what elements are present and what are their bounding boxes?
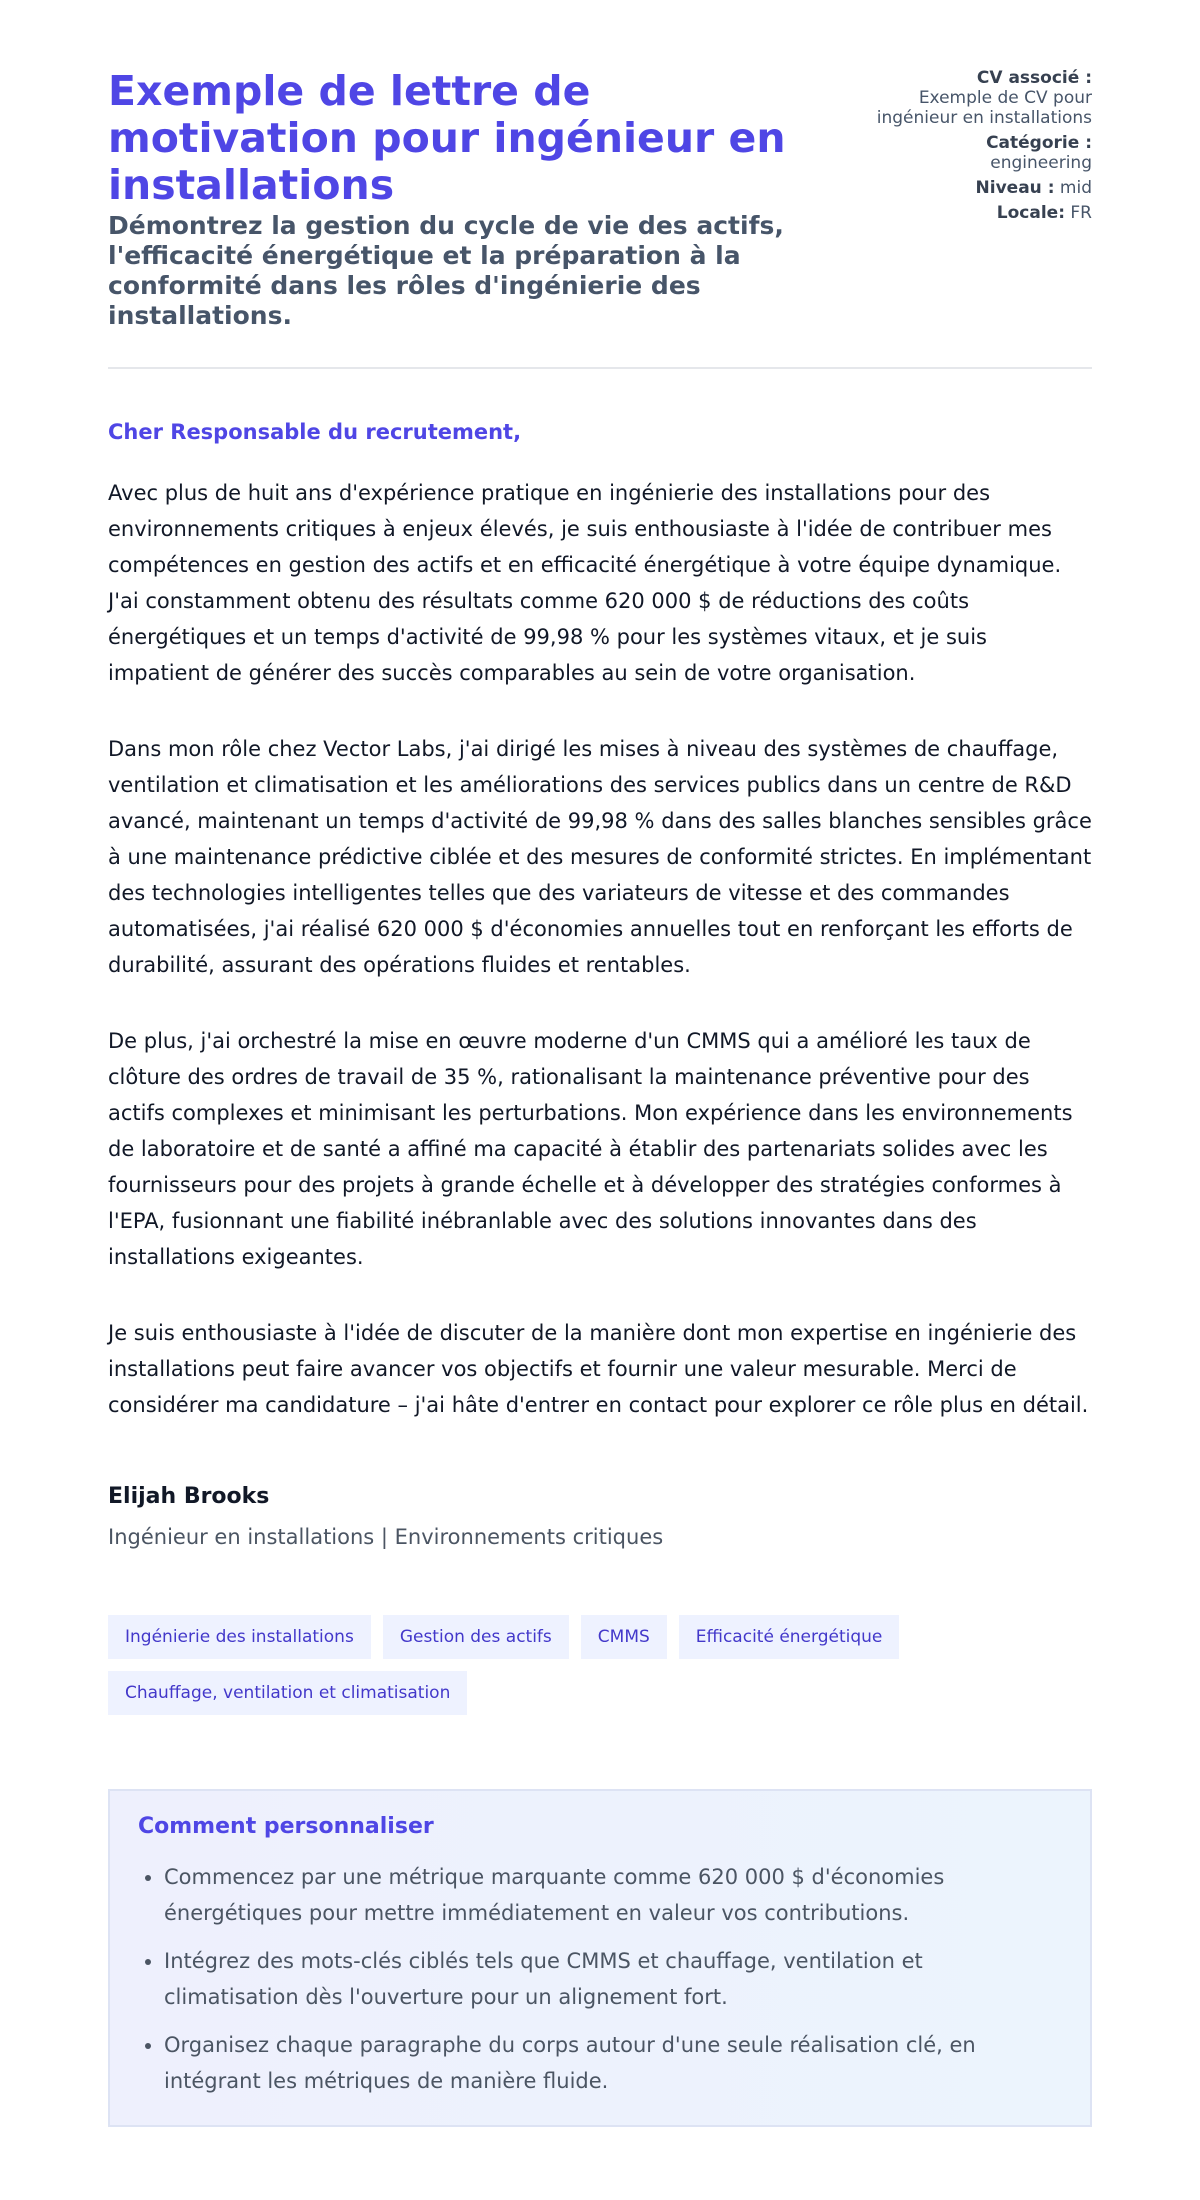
meta-category-label: Catégorie : [986, 133, 1092, 153]
meta-locale [862, 203, 1092, 223]
meta-related-cv [862, 68, 1092, 128]
keyword-tag: CMMS [581, 1615, 667, 1659]
page-title: Exemple de lettre de motivation pour ingénieur en installations [108, 67, 786, 209]
meta-related-cv-value: Exemple de CV pour ingénieur en installations [876, 88, 1092, 128]
meta-level [862, 178, 1092, 198]
letter-body [108, 475, 1092, 1423]
signature-name: Elijah Brooks [108, 1484, 270, 1509]
letter-paragraph: Avec plus de huit ans d'expérience pratique en ingénierie des installations pour des environnements critiques à enjeux élevés, je suis enthousiaste à l'idée de contribuer mes compétences en gestion des actifs et en efficacité énergétique à votre équipe dynamique. J'ai constamment obtenu des résultats comme 620 000 $ de réductions des coûts énergétiques et un temps d'activité de 99,98 % pour les systèmes vitaux, et je suis impatient de générer des succès comparables au sein de votre organisation. [108, 481, 1062, 685]
letter-paragraph: Je suis enthousiaste à l'idée de discuter de la manière dont mon expertise en ingénierie des installations peut faire avancer vos objectifs et fournir une valeur mesurable. Merci de considérer ma candidature – j'ai hâte d'entrer en contact pour explorer ce rôle plus en détail. [108, 1321, 1089, 1417]
keyword-tags [108, 1615, 988, 1715]
meta-category [862, 133, 1092, 173]
tips-list [138, 1859, 1062, 2099]
keyword-tag: Ingénierie des installations [108, 1615, 371, 1659]
meta-level-label: Niveau : [975, 178, 1055, 198]
letter-paragraph: De plus, j'ai orchestré la mise en œuvre moderne d'un CMMS qui a amélioré les taux de clôture des ordres de travail de 35 %, rationalisant la maintenance préventive pour des actifs complexes et minimisant les perturbations. Mon expérience dans les environnements de laboratoire et de santé a affiné ma capacité à établir des partenariats solides avec les fournisseurs pour des projets à grande échelle et à développer des stratégies conformes à l'EPA, fusionnant une fiabilité inébranlable avec des solutions innovantes dans des installations exigeantes. [108, 1029, 1073, 1269]
meta-locale-label: Locale: [996, 203, 1065, 223]
meta-category-value: engineering [990, 153, 1092, 173]
tips-heading: Comment personnaliser [138, 1814, 434, 1839]
keyword-tag: Chauffage, ventilation et climatisation [108, 1671, 467, 1715]
metadata-panel [862, 68, 1092, 228]
tip-item: • Intégrez des mots-clés ciblés tels que CMMS et chauffage, ventilation et climatisation dès l'ouverture pour un alignement fort. [164, 1943, 1062, 2015]
customization-tips-box [108, 1789, 1092, 2127]
keyword-tag: Efficacité énergétique [679, 1615, 900, 1659]
signature-block [108, 1483, 1092, 1551]
letter-paragraph: Dans mon rôle chez Vector Labs, j'ai dirigé les mises à niveau des systèmes de chauffage, ventilation et climatisation et les améliorations des services publics dans un centre de R&D avancé, maintenant un temps d'activité de 99,98 % dans des salles blanches sensibles grâce à une maintenance prédictive ciblée et des mesures de conformité strictes. En implémentant des technologies intelligentes telles que des variateurs de vitesse et des commandes automatisées, j'ai réalisé 620 000 $ d'économies annuelles tout en renforçant les efforts de durabilité, assurant des opérations fluides et rentables. [108, 737, 1092, 977]
tip-item: • Commencez par une métrique marquante comme 620 000 $ d'économies énergétiques pour mettre immédiatement en valeur vos contributions. [164, 1859, 1062, 1931]
keyword-tag: Gestion des actifs [383, 1615, 569, 1659]
meta-locale-value: FR [1070, 203, 1092, 223]
signature-title: Ingénieur en installations | Environnements critiques [108, 1525, 664, 1549]
page-header [108, 0, 1092, 369]
meta-level-value: mid [1059, 178, 1092, 198]
header-titles [108, 68, 828, 331]
letter-salutation: Cher Responsable du recrutement, [108, 420, 522, 444]
tip-item: • Organisez chaque paragraphe du corps autour d'une seule réalisation clé, en intégrant les métriques de manière fluide. [164, 2027, 1062, 2099]
meta-related-cv-label: CV associé : [976, 68, 1092, 88]
page-subtitle: Démontrez la gestion du cycle de vie des actifs, l'efficacité énergétique et la préparation à la conformité dans les rôles d'ingénierie des installations. [108, 211, 784, 330]
